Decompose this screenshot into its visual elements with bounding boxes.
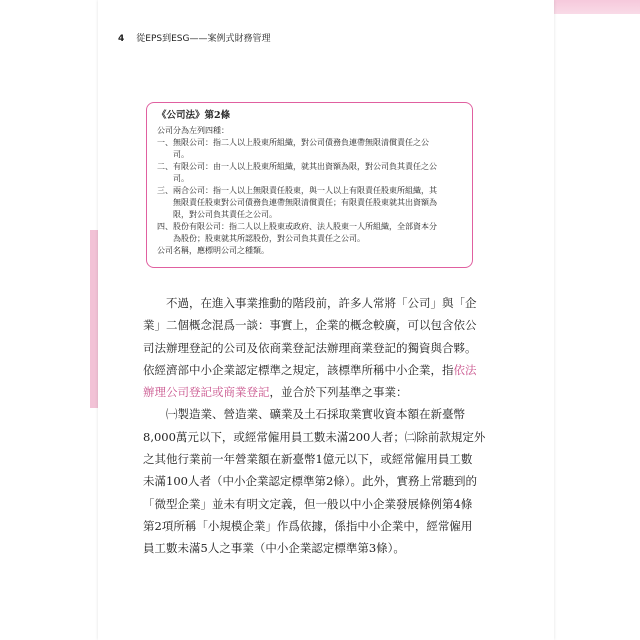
paragraph-line: 依經濟部中小企業認定標準之規定，該標準所稱中小企業，指依法 bbox=[143, 362, 477, 377]
law-line: 為股份；股東就其所認股份，對公司負其責任之公司。 bbox=[173, 234, 365, 243]
paragraph-line: 第2項所稱「小規模企業」作爲依據，係指中小企業中，經常僱用 bbox=[143, 518, 473, 533]
paragraph-line: 不過，在進入事業推動的階段前，許多人常將「公司」與「企 bbox=[166, 296, 477, 310]
law-line: 限，對公司負其責任之公司。 bbox=[173, 210, 277, 219]
paragraph-line: 之其他行業前一年營業額在新臺幣1億元以下，或經常僱用員工數 bbox=[143, 452, 473, 467]
law-line: 四、股份有限公司：指二人以上股東或政府、法人股東一人所組織，全部資本分 bbox=[157, 222, 437, 231]
law-line: 無限責任股東對公司債務負連帶無限清償責任；有限責任股東就其出資額為 bbox=[173, 198, 437, 207]
law-line: 公司分為左列四種： bbox=[157, 126, 229, 135]
side-color-tab bbox=[90, 230, 98, 408]
law-line: 一、無限公司：指二人以上股東所組織，對公司債務負連帶無限清償責任之公 bbox=[157, 138, 429, 147]
paragraph-line: 「微型企業」並未有明文定義，但一般以中小企業發展條例第4條 bbox=[143, 496, 473, 511]
law-line: 司。 bbox=[173, 150, 189, 159]
law-line: 二、有限公司：由一人以上股東所組織，就其出資額為限，對公司負其責任之公 bbox=[157, 162, 437, 171]
paragraph-line: 員工數未滿5人之事業（中小企業認定標準第3條）。 bbox=[143, 541, 405, 556]
top-color-strip bbox=[552, 0, 640, 14]
paragraph-line: 未滿100人者（中小企業認定標準第2條）。此外，實務上常聽到的 bbox=[143, 474, 478, 489]
paragraph-line: 業」二個概念混爲一談：事實上，企業的概念較廣，可以包含依公 bbox=[143, 318, 477, 333]
paragraph-line: 司法辦理登記的公司及依商業登記法辦理商業登記的獨資與合夥。 bbox=[143, 340, 477, 355]
running-header bbox=[118, 31, 270, 44]
law-article-title: 《公司法》第2條 bbox=[157, 110, 231, 121]
law-line: 公司名稱，應標明公司之種類。 bbox=[157, 246, 269, 255]
highlighted-term: 辦理公司登記或商業登記 bbox=[143, 385, 270, 400]
paragraph-line: 辦理公司登記或商業登記，並合於下列基準之事業： bbox=[143, 385, 408, 400]
law-article-box bbox=[146, 102, 473, 268]
paragraph-line: 8,000萬元以下，或經常僱用員工數未滿200人者；㈡除前款規定外 bbox=[143, 429, 486, 444]
body-text bbox=[143, 292, 489, 560]
page-number: 4 bbox=[118, 34, 125, 44]
paragraph-line: ㈠製造業、營造業、礦業及土石採取業實收資本額在新臺幣 bbox=[166, 407, 465, 422]
highlighted-term: 依法 bbox=[453, 362, 477, 377]
law-line: 司。 bbox=[173, 174, 189, 183]
book-title: 從EPS到ESG——案例式財務管理 bbox=[136, 34, 271, 44]
law-line: 三、兩合公司：指一人以上無限責任股東，與一人以上有限責任股東所組織，其 bbox=[157, 186, 437, 195]
